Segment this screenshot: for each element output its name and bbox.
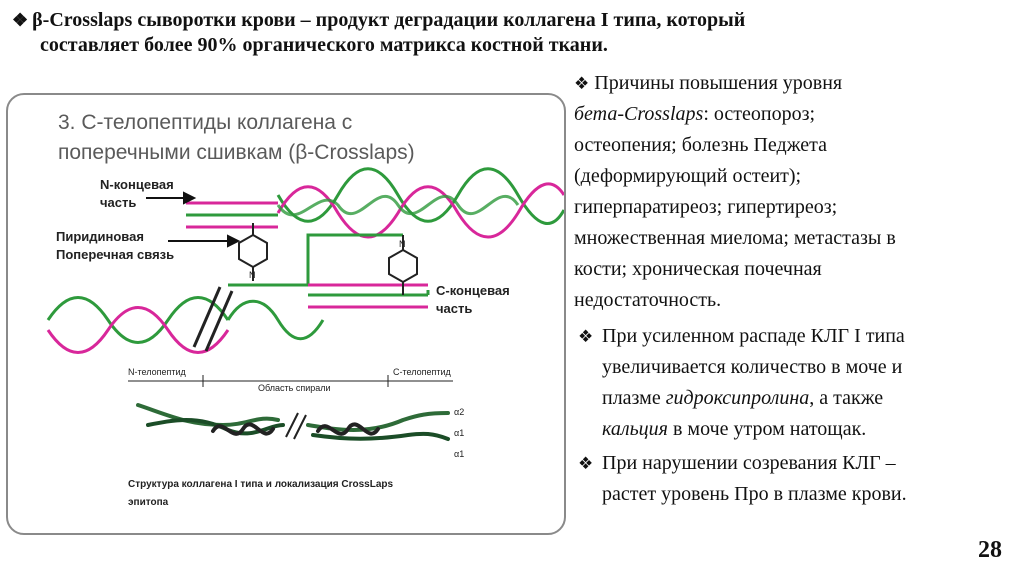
label-alpha1-bottom: α1 [454, 449, 465, 459]
causes-line2: : остеопороз; [703, 103, 816, 125]
label-n-end-2: часть [100, 195, 137, 210]
maturation-line1: При нарушении созревания КЛГ – [602, 452, 896, 474]
label-alpha1-top: α1 [454, 428, 465, 438]
arrow-pyridine [168, 236, 238, 246]
causes-line6: множественная миелома; метастазы в [574, 227, 896, 249]
breakdown-line4-b: в моче утром натощак. [667, 418, 867, 440]
caption-line2: эпитопа [128, 497, 169, 508]
hydroxyproline-term: гидроксипролина [665, 387, 810, 409]
fiber-break-mark [286, 413, 306, 439]
breakdown-paragraph [578, 321, 1018, 445]
label-n-telopeptide: N-телопептид [128, 367, 186, 377]
collagen-figure [6, 93, 566, 535]
slide-heading [12, 8, 1012, 58]
breakdown-line3 [578, 383, 1018, 414]
causes-line4: (деформирующий остеит); [574, 165, 802, 187]
collagen-diagram [8, 95, 564, 533]
atom-n-right: N [399, 239, 406, 249]
diamond-bullet-icon: ❖ [574, 74, 590, 93]
diamond-bullet-icon: ❖ [12, 10, 29, 30]
maturation-line2: растет уровень Про в плазме крови. [602, 483, 907, 505]
label-c-telopeptide: C-телопептид [393, 367, 451, 377]
causes-line3: остеопения; болезнь Педжета [574, 134, 827, 156]
breakdown-line1: При усиленном распаде КЛГ I типа [602, 325, 905, 347]
causes-line1: Причины повышения уровня [594, 72, 843, 94]
caption-line1: Структура коллагена I типа и локализация CrossLaps [128, 479, 394, 490]
causes-paragraph [574, 68, 1014, 316]
figure-title-1: 3. С-телопептиды коллагена с [58, 111, 353, 134]
diamond-bullet-icon: ❖ [578, 454, 594, 473]
label-pyridine-2: Поперечная связь [56, 247, 175, 262]
label-pyridine-1: Пиридиновая [56, 229, 144, 244]
calcium-term: кальция [602, 418, 668, 440]
label-alpha2: α2 [454, 407, 465, 417]
diamond-bullet-icon: ❖ [578, 327, 594, 346]
label-n-end-1: N-концевая [100, 177, 174, 192]
atom-n-left: N [249, 270, 256, 280]
breakdown-line3-b: , а также [809, 387, 884, 409]
figure-title-2: поперечными сшивкам (β-Crosslaps) [58, 141, 415, 164]
label-helix-region: Область спирали [258, 383, 331, 393]
breakdown-line2: увеличивается количество в моче и [602, 356, 903, 378]
heading-line1: β-Crosslaps сыворотки крови – продукт деградации коллагена I типа, который [32, 9, 746, 31]
upper-helix [186, 169, 564, 237]
causes-line7: кости; хроническая почечная [574, 258, 822, 280]
maturation-paragraph [578, 448, 1018, 510]
label-c-end-1: С-концевая [436, 283, 510, 298]
arrow-n-end [146, 193, 194, 203]
lower-helix [228, 285, 428, 339]
heading-line2: составляет более 90% органического матрикса костной ткани. [40, 34, 608, 56]
causes-line8: недостаточность. [574, 289, 722, 311]
beta-crosslaps-term: бета-Crosslaps [574, 103, 704, 125]
causes-line5: гиперпаратиреоз; гипертиреоз; [574, 196, 838, 218]
breakdown-line4 [578, 414, 1018, 445]
breakdown-line3-a: плазме [602, 387, 666, 409]
page-number: 28 [978, 537, 1002, 563]
label-c-end-2: часть [436, 301, 473, 316]
